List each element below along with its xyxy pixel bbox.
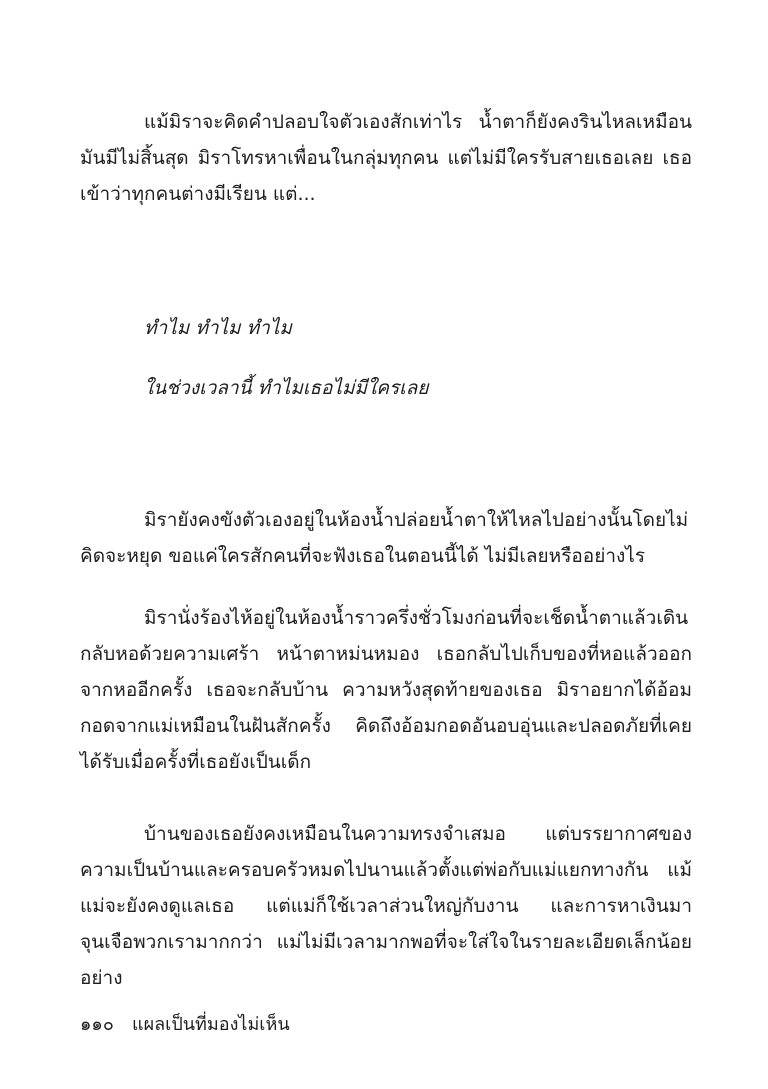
body-paragraph-4: บ้านของเธอยังคงเหมือนในความทรงจำเสมอ แต่บรรยากาศของความเป็นบ้านและครอบครัวหมดไปนานแล้วตั้งแต่พ่อกับแม่แยกทางกัน แม้แม่จะยังคงดูแลเธอ แต่แม่ก็ใช้เวลาส่วนใหญ่กับงาน และการหาเงินมาจุนเจือพวกเรามากกว่า แม่ไม่มีเวลามากพอที่จะใส่ใจในรายละเอียดเล็กน้อยอย่าง [80, 823, 692, 989]
page-footer [80, 1010, 290, 1040]
body-paragraph-3: มิรานั่งร้องไห้อยู่ในห้องน้ำราวครึ่งชั่วโมงก่อนที่จะเช็ดน้ำตาแล้วเดินกลับหอด้วยความเศร้า หน้าตาหม่นหมอง เธอกลับไปเก็บของที่หอแล้วออกจากหออีกครั้ง เธอจะกลับบ้าน ความหวังสุดท้ายของเธอ มิราอยากได้อ้อมกอดจากแม่เหมือนในฝันสักครั้ง คิดถึงอ้อมกอดอันอบอุ่นและปลอดภัยที่เคยได้รับเมื่อครั้งที่เธอยังเป็นเด็ก [80, 607, 692, 773]
italic-line-1: ทำไม ทำไม ทำไม [144, 317, 292, 339]
page-number: ๑๑๐ [80, 1014, 114, 1035]
book-title: แผลเป็นที่มองไม่เห็น [132, 1014, 290, 1035]
body-paragraph-1: แม้มิราจะคิดคำปลอบใจตัวเองสักเท่าไร น้ำตาก็ยังคงรินไหลเหมือนมันมีไม่สิ้นสุด มิราโทรหาเพื่อนในกลุ่มทุกคน แต่ไม่มีใครรับสายเธอเลย เธอเข้าว่าทุกคนต่างมีเรียน แต่... [80, 111, 692, 205]
body-paragraph-2: มิรายังคงขังตัวเองอยู่ในห้องน้ำปล่อยน้ำตาให้ไหลไปอย่างนั้นโดยไม่คิดจะหยุด ขอแค่ใครสักคนที่จะฟังเธอในตอนนี้ได้ ไม่มีเลยหรืออย่างไร [80, 509, 689, 567]
italic-line-2: ในช่วงเวลานี้ ทำไมเธอไม่มีใครเลย [144, 377, 429, 399]
